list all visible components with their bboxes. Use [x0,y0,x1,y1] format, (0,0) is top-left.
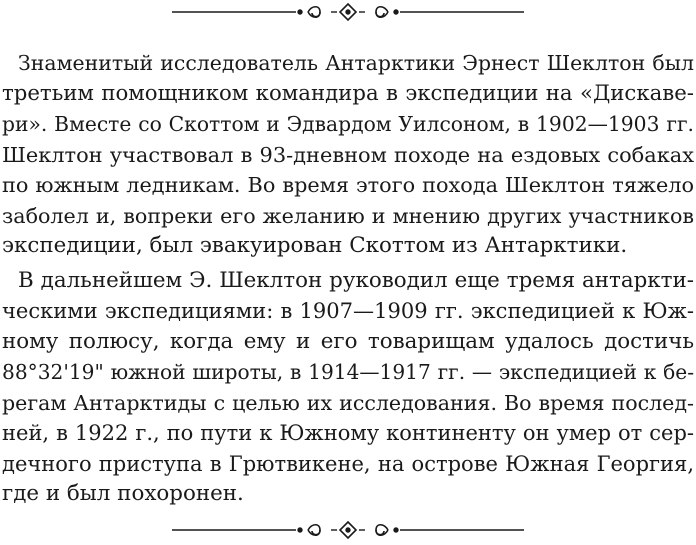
bottom-ornament-divider [0,518,696,542]
text-line: экспедиции, был эвакуирован Скоттом из Антарктики. [2,233,628,258]
text-line: Знаменитый исследователь Антарктики Эрнест Шеклтон был [18,51,694,75]
article-text [2,48,694,510]
text-line: по южным ледникам. Во время этого похода Шеклтон тяжело [2,173,694,197]
text-line: дечного приступа в Грютвикене, на острове Южная Георгия, [2,450,694,476]
text-line: 88°32'19" южной широты, в 1914—1917 гг. — экспедицией к бе- [2,360,694,384]
text-line: заболел и, вопреки его желанию и мнению других участников [2,203,694,228]
text-line: где и был похоронен. [2,481,244,506]
text-line: В дальнейшем Э. Шеклтон руководил еще тремя антаркти- [18,267,694,293]
text-line: ней, в 1922 г., по пути к Южному континенту он умер от сер- [2,420,694,445]
text-line: ческими экспедициями: в 1907—1909 гг. экспедицией к Юж- [2,298,694,323]
text-line: ному полюсу, когда ему и его товарищам удалось достичь [2,328,694,354]
decorative-divider-icon [0,0,696,24]
paragraph [2,48,694,262]
text-line: третьим помощником командира в экспедиции на «Дискаве- [2,80,694,106]
top-ornament-divider [0,0,696,24]
text-line: Шеклтон участвовал в 93-дневном походе на ездовых собаках [2,142,694,167]
text-line: регам Антарктиды с целью их исследования. Во время послед- [2,390,694,415]
paragraph [2,266,694,510]
decorative-divider-icon [0,518,696,542]
text-line: ри». Вместе со Скоттом и Эдвардом Уилсоном, в 1902—1903 гг. [2,112,694,136]
